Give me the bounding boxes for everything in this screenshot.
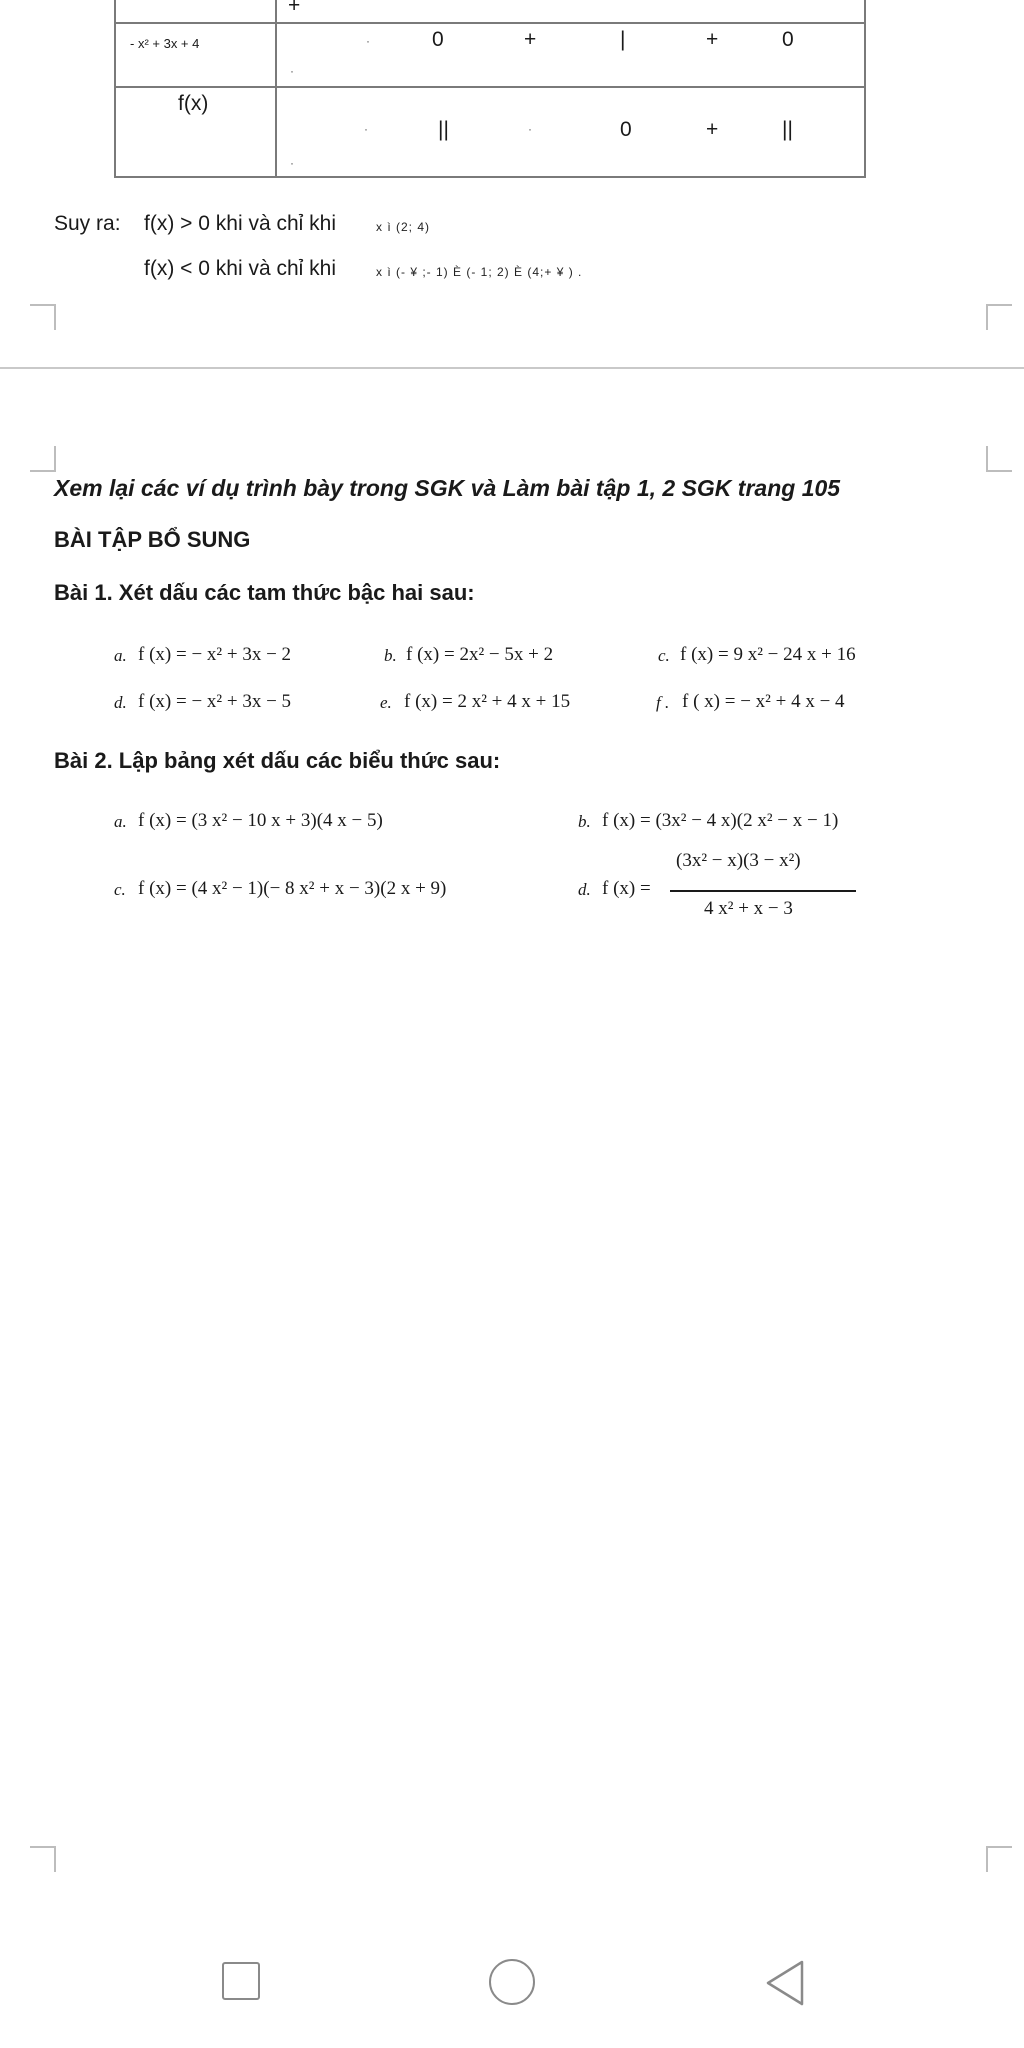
table-left-border [114,0,116,178]
row2-cell-3: · [528,122,532,136]
page-corner-mark [986,1846,1012,1872]
bai1-item-b-label: b. [384,646,397,665]
page-corner-mark [986,304,1012,330]
back-triangle-icon[interactable] [762,1958,810,2008]
bai1-item-c-expr: f (x) = 9 x² − 24 x + 16 [680,644,856,665]
bai1-item-b-expr: f (x) = 2x² − 5x + 2 [406,644,554,665]
page-corner-mark [986,446,1012,472]
row1-cell-3: + [524,28,537,51]
bai2-item-a-expr: f (x) = (3 x² − 10 x + 3)(4 x − 5) [138,810,383,831]
bai2-item-c-expr: f (x) = (4 x² − 1)(− 8 x² + x − 3)(2 x + 9) [138,878,447,899]
row2-mark: · [290,156,294,170]
fraction-numerator: (3x² − x)(3 − x²) [676,850,801,871]
fraction-denominator: 4 x² + x − 3 [704,898,793,919]
home-circle-icon[interactable] [489,1959,535,2005]
conclusion-lead: Suy ra: [54,212,121,235]
bai1-item-d-label: d. [114,693,127,712]
row2-cell-5: + [706,118,719,141]
bai2-title: Bài 2. Lập bảng xét dấu các biểu thức sau: [54,748,501,773]
table-top-plus: + [288,0,301,17]
page-corner-mark [30,304,56,330]
row2-cell-1: · [364,122,368,136]
row1-cell-6: 0 [782,28,794,51]
fraction-bar [670,890,856,892]
table-row-divider-top [114,22,866,24]
row1-mark: · [290,64,294,78]
bai1-item-c-label: c. [658,646,670,665]
bai1-item-d-expr: f (x) = − x² + 3x − 5 [138,691,292,712]
bai2-item-d-label: d. [578,880,591,899]
review-note: Xem lại các ví dụ trình bày trong SGK và Làm bài tập 1, 2 SGK trang 105 [54,475,841,501]
bai1-item-e-label: e. [380,693,392,712]
bai2-item-d-fraction [670,850,860,930]
page-separator [0,367,1024,369]
row2-label: f(x) [178,92,209,115]
conclusion-line1-text: f(x) > 0 khi và chỉ khi [144,212,336,235]
row2-cell-6: || [782,118,793,141]
row1-cell-1: · [366,34,370,48]
table-row-divider-middle [114,86,866,88]
conclusion-line2-interval: x ì (- ¥ ;- 1) È (- 1; 2) È (4;+ ¥ ) . [376,265,583,279]
bai2-item-b-label: b. [578,812,591,831]
row1-cell-5: + [706,28,719,51]
row2-cell-4: 0 [620,118,632,141]
page-corner-mark [30,446,56,472]
bai1-item-a-expr: f (x) = − x² + 3x − 2 [138,644,292,665]
conclusion-line2-text: f(x) < 0 khi và chỉ khi [144,257,336,280]
bai1-item-a-label: a. [114,646,127,665]
row1-cell-4: | [620,28,626,51]
page-corner-mark [30,1846,56,1872]
bai2-item-d-lead: f (x) = [602,878,651,899]
table-bottom-border [114,176,866,178]
recent-apps-square-icon[interactable] [222,1962,260,2000]
bai1-item-e-expr: f (x) = 2 x² + 4 x + 15 [404,691,571,712]
bai2-item-c-label: c. [114,880,126,899]
bai1-title: Bài 1. Xét dấu các tam thức bậc hai sau: [54,580,475,605]
bai2-item-b-expr: f (x) = (3x² − 4 x)(2 x² − x − 1) [602,810,839,831]
row2-cell-2: || [438,118,449,141]
bai1-item-f-label: f . [656,693,670,712]
conclusion-line1-interval: x ì (2; 4) [376,220,431,234]
row1-label: - x² + 3x + 4 [130,36,200,51]
bai2-item-a-label: a. [114,812,127,831]
section-title: BÀI TẬP BỔ SUNG [54,527,251,552]
row1-cell-2: 0 [432,28,444,51]
table-right-border [864,0,866,178]
bai1-item-f-expr: f ( x) = − x² + 4 x − 4 [682,691,845,712]
table-column-divider [275,0,277,178]
